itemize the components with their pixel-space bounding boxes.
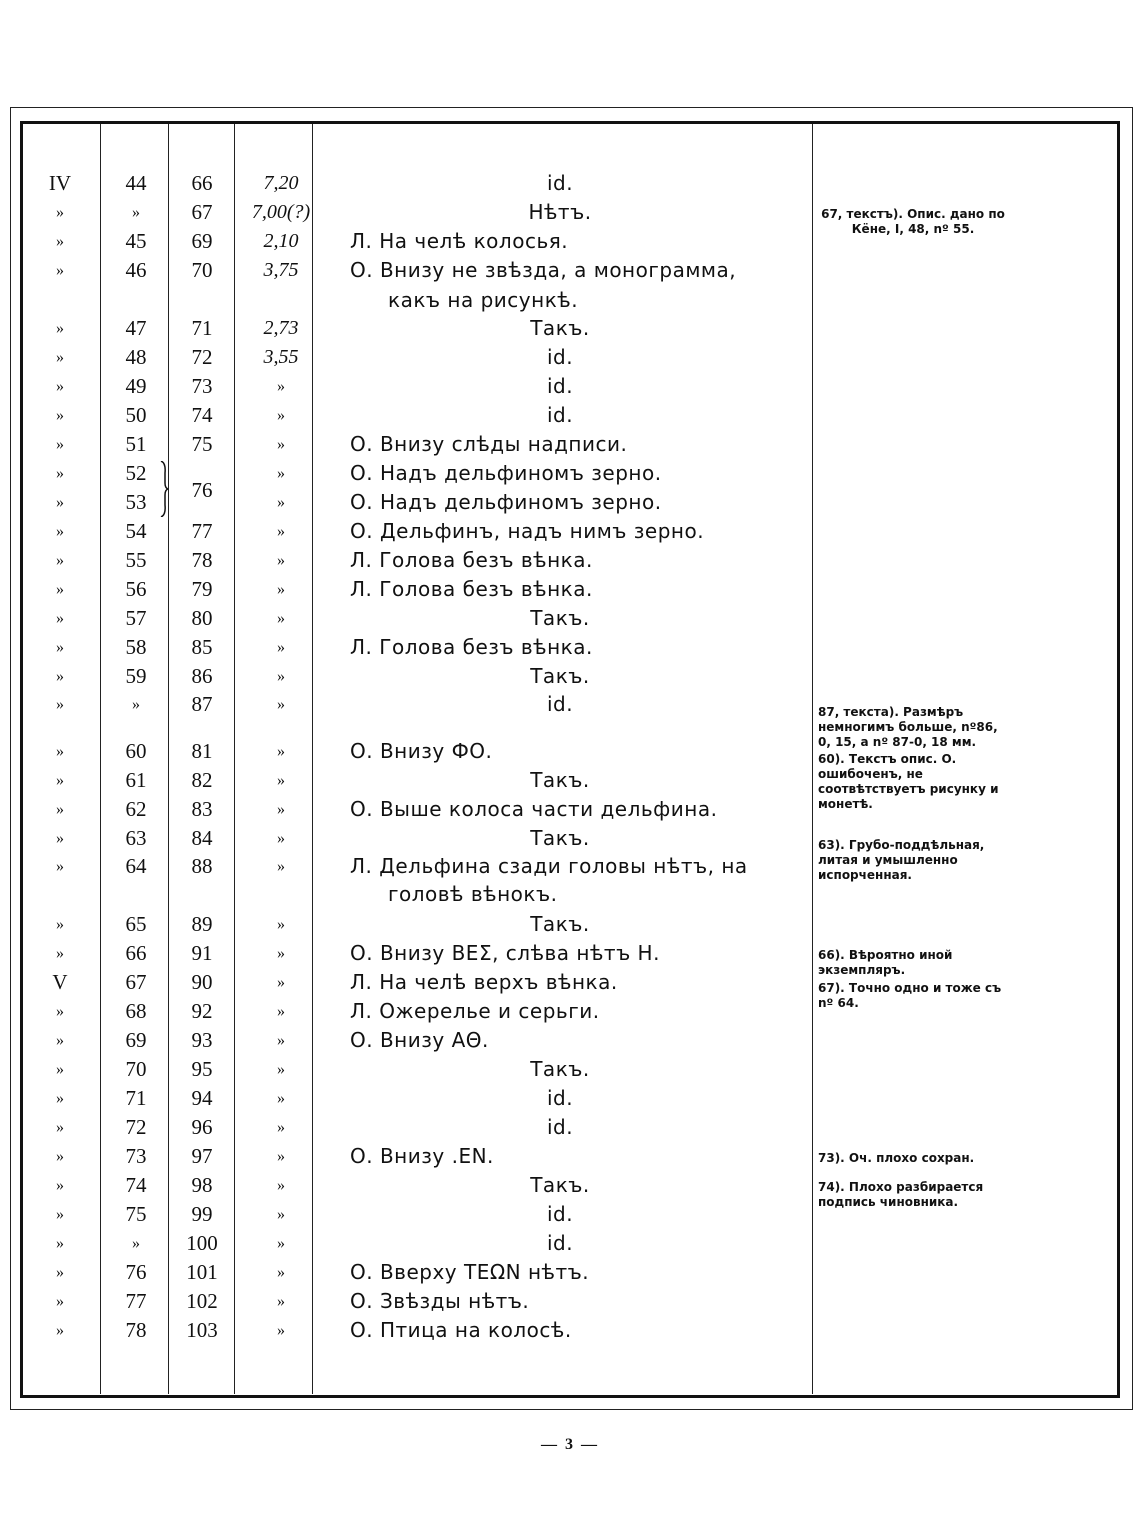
weight-cell: » [277,610,285,627]
region-cell: » [56,407,64,424]
region-cell: » [56,1264,64,1281]
table-row [20,766,820,795]
description-cell: id. [546,403,574,427]
number-cell: 70 [125,1057,147,1081]
weight-cell: » [277,494,285,511]
plate-cell: 66 [191,171,213,195]
table-row [20,459,820,488]
number-cell: 63 [125,826,147,850]
weight-cell: » [277,858,285,875]
plate-cell: 89 [191,912,213,936]
weight-cell: » [277,830,285,847]
region-cell: » [56,204,64,221]
table-row [20,910,820,939]
description-cell: Такъ. [530,1057,590,1081]
weight-cell: » [277,1264,285,1281]
table-row [20,1258,820,1287]
plate-cell: 80 [191,606,213,630]
plate-cell: 88 [191,854,213,878]
plate-cell: 103 [186,1318,218,1342]
table-row [20,1229,820,1258]
region-cell: » [56,436,64,453]
weight-cell: » [277,1032,285,1049]
table-row [20,169,820,198]
region-cell: » [56,1293,64,1310]
description-cell: Такъ. [530,1173,590,1197]
region-cell: » [56,1148,64,1165]
plate-cell: 69 [191,229,213,253]
number-cell: 71 [125,1086,147,1110]
plate-cell: 75 [191,432,213,456]
region-cell: » [56,378,64,395]
number-cell: 50 [125,403,147,427]
region-cell: » [56,1177,64,1194]
weight-cell: 3,75 [263,259,299,281]
footnote: 66). Вѣроятно иной экземпляръ. [818,948,953,977]
number-cell: 77 [125,1289,147,1313]
number-cell: 57 [125,606,147,630]
number-cell: 74 [125,1173,147,1197]
table-row [20,737,820,766]
table-row [20,604,820,633]
table-row [20,1113,820,1142]
brace-mark [160,461,168,517]
region-cell: » [56,945,64,962]
weight-cell: » [277,945,285,962]
description-cell: id. [546,692,574,716]
description-cell: Л. Голова безъ вѣнка. [350,635,593,659]
table-row [20,198,820,227]
region-cell: » [56,552,64,569]
plate-cell: 101 [186,1260,218,1284]
plate-cell: 72 [191,345,213,369]
plate-cell: 98 [191,1173,213,1197]
description-cell: Такъ. [530,768,590,792]
table-row [20,1026,820,1055]
plate-cell: 96 [191,1115,213,1139]
table-row [20,662,820,691]
number-cell: 62 [125,797,147,821]
weight-cell: » [277,1177,285,1194]
number-cell: 61 [125,768,147,792]
description-cell: О. Звѣзды нѣтъ. [350,1289,530,1313]
table-row [20,997,820,1026]
weight-cell: » [277,552,285,569]
weight-cell: » [277,1003,285,1020]
plate-cell: 86 [191,664,213,688]
plate-cell: 94 [191,1086,213,1110]
plate-cell: 79 [191,577,213,601]
weight-cell: 3,55 [263,346,299,368]
table-row [20,852,820,881]
weight-cell: » [277,743,285,760]
table-row [20,227,820,256]
description-cell: Такъ. [530,664,590,688]
description-cell: Л. На челѣ верхъ вѣнка. [350,970,618,994]
number-cell: » [132,1235,140,1252]
description-cell: О. Внизу .ΕΝ. [350,1144,494,1168]
table-row [20,1287,820,1316]
description-cell: Нѣтъ. [528,200,592,224]
weight-cell: » [277,772,285,789]
table-row [20,690,820,719]
table-row [20,430,820,459]
plate-cell: 84 [191,826,213,850]
weight-cell: » [277,974,285,991]
description-continuation: какъ на рисункѣ. [388,288,579,312]
weight-cell: » [277,1090,285,1107]
weight-cell: » [277,1119,285,1136]
footnote: 67). Точно одно и тоже съ nº 64. [818,981,1002,1010]
weight-cell: » [277,581,285,598]
plate-cell: 70 [191,258,213,282]
description-cell: id. [546,1231,574,1255]
plate-cell: 77 [191,519,213,543]
table-row [20,546,820,575]
weight-cell: » [277,523,285,540]
region-cell: » [56,233,64,250]
weight-cell: » [277,696,285,713]
description-cell: Л. Дельфина сзади головы нѣтъ, на [350,854,748,878]
number-cell: 51 [125,432,147,456]
number-cell: 73 [125,1144,147,1168]
description-cell: О. Вверху ΤΕΩΝ нѣтъ. [350,1260,590,1284]
number-cell: 58 [125,635,147,659]
region-cell: » [56,1090,64,1107]
weight-cell: » [277,465,285,482]
plate-cell: 91 [191,941,213,965]
plate-cell: 102 [186,1289,218,1313]
footnote: 63). Грубо-поддѣльная, литая и умышленно испорченная. [818,838,985,882]
table-row [20,488,820,517]
description-cell: Такъ. [530,606,590,630]
number-cell: 72 [125,1115,147,1139]
table-row [20,1200,820,1229]
description-cell: Л. Голова безъ вѣнка. [350,577,593,601]
description-cell: id. [546,1086,574,1110]
number-cell: 46 [125,258,147,282]
plate-cell: 71 [191,316,213,340]
number-cell: 78 [125,1318,147,1342]
plate-cell: 90 [191,970,213,994]
description-cell: О. Внизу слѣды надписи. [350,432,628,456]
table-row [20,939,820,968]
table-row [20,256,820,285]
weight-cell: » [277,1322,285,1339]
plate-cell: 83 [191,797,213,821]
weight-cell: 2,73 [263,317,299,339]
region-cell: » [56,1206,64,1223]
number-cell: 55 [125,548,147,572]
description-cell: О. Надъ дельфиномъ зерно. [350,461,662,485]
weight-cell: » [277,1293,285,1310]
table-row [20,1084,820,1113]
number-cell: 56 [125,577,147,601]
weight-cell: 7,00(?) [251,201,311,223]
weight-cell: » [277,1148,285,1165]
number-cell: 67 [125,970,147,994]
table-row [20,575,820,604]
number-cell: » [132,696,140,713]
region-cell: » [56,349,64,366]
footnote: 74). Плохо разбирается подпись чиновника. [818,1180,984,1209]
description-cell: id. [546,171,574,195]
description-cell: Такъ. [530,826,590,850]
region-cell: » [56,320,64,337]
description-cell: О. Птица на колосѣ. [350,1318,572,1342]
footnote: 87, текста). Размѣръ немногимъ больше, nº86, 0, 15, а nº 87-0, 18 мм. [818,705,998,749]
table-row [20,1142,820,1171]
number-cell: 54 [125,519,147,543]
region-cell: » [56,830,64,847]
number-cell: 47 [125,316,147,340]
weight-cell: » [277,436,285,453]
region-cell: » [56,858,64,875]
description-cell: Л. На челѣ колосья. [350,229,569,253]
region-cell: » [56,1061,64,1078]
region-cell: » [56,1322,64,1339]
plate-cell: 81 [191,739,213,763]
region-cell: » [56,772,64,789]
plate-cell: 82 [191,768,213,792]
number-cell: » [132,204,140,221]
region-cell: » [56,1032,64,1049]
plate-cell: 87 [191,692,213,716]
table-row [20,1171,820,1200]
description-cell: О. Внизу ФО. [350,739,493,763]
number-cell: 66 [125,941,147,965]
number-cell: 53 [125,490,147,514]
table-row [20,343,820,372]
number-cell: 48 [125,345,147,369]
plate-cell: 95 [191,1057,213,1081]
table-row [20,517,820,546]
footnote: 60). Текстъ опис. О. ошибоченъ, не соотвѣтствуетъ рисунку и монетѣ. [818,752,999,811]
weight-cell: » [277,801,285,818]
region-cell: » [56,523,64,540]
region-cell: » [56,1003,64,1020]
description-cell: Л. Голова безъ вѣнка. [350,548,593,572]
number-cell: 64 [125,854,147,878]
description-cell: Такъ. [530,912,590,936]
description-cell: id. [546,1115,574,1139]
region-cell: » [56,801,64,818]
description-continuation: головѣ вѣнокъ. [388,882,558,906]
plate-cell: 78 [191,548,213,572]
description-cell: О. Внизу ΒΕΣ, слѣва нѣтъ Η. [350,941,660,965]
description-cell: id. [546,374,574,398]
weight-cell: » [277,1061,285,1078]
number-cell: 44 [125,171,147,195]
plate-cell: 99 [191,1202,213,1226]
region-cell: » [56,1119,64,1136]
region-cell: » [56,1235,64,1252]
description-cell: О. Дельфинъ, надъ нимъ зерно. [350,519,705,543]
description-cell: О. Внизу ΑΘ. [350,1028,489,1052]
table-row [20,824,820,853]
table-row [20,314,820,343]
plate-cell: 93 [191,1028,213,1052]
weight-cell: » [277,639,285,656]
description-cell: О. Надъ дельфиномъ зерно. [350,490,662,514]
description-cell: Такъ. [530,316,590,340]
number-cell: 75 [125,1202,147,1226]
weight-cell: » [277,1206,285,1223]
description-cell: id. [546,345,574,369]
weight-cell: 2,10 [263,230,299,252]
plate-cell: 74 [191,403,213,427]
region-cell: » [56,494,64,511]
number-cell: 68 [125,999,147,1023]
region-cell: » [56,916,64,933]
table-row [20,1316,820,1345]
table-row [20,968,820,997]
region-cell: » [56,639,64,656]
plate-cell: 73 [191,374,213,398]
weight-cell: » [277,916,285,933]
plate-cell: 85 [191,635,213,659]
footnote: 73). Оч. плохо сохран. [818,1151,975,1165]
plate-cell: 67 [191,200,213,224]
description-cell: О. Внизу не звѣзда, а монограмма, [350,258,737,282]
number-cell: 69 [125,1028,147,1052]
merged-plate-number: 76 [191,478,213,502]
region-cell: » [56,668,64,685]
region-cell: V [52,970,68,994]
region-cell: » [56,262,64,279]
number-cell: 45 [125,229,147,253]
weight-cell: 7,20 [263,172,299,194]
plate-cell: 100 [186,1231,218,1255]
number-cell: 52 [125,461,147,485]
number-cell: 59 [125,664,147,688]
region-cell: » [56,696,64,713]
table-row [20,633,820,662]
table-row [20,372,820,401]
region-cell: IV [48,171,72,195]
footnote: 67, текстъ). Опис. дано по Кёне, I, 48, nº 55. [821,207,1005,236]
description-cell: id. [546,1202,574,1226]
weight-cell: » [277,1235,285,1252]
weight-cell: » [277,378,285,395]
description-cell: Л. Ожерелье и серьги. [350,999,600,1023]
number-cell: 60 [125,739,147,763]
region-cell: » [56,581,64,598]
region-cell: » [56,610,64,627]
weight-cell: » [277,668,285,685]
number-cell: 49 [125,374,147,398]
table-row [20,795,820,824]
plate-cell: 92 [191,999,213,1023]
table-row [20,1055,820,1084]
plate-cell: 97 [191,1144,213,1168]
region-cell: » [56,743,64,760]
number-cell: 76 [125,1260,147,1284]
number-cell: 65 [125,912,147,936]
region-cell: » [56,465,64,482]
description-cell: О. Выше колоса части дельфина. [350,797,718,821]
page-number: — 3 — [541,1436,599,1453]
weight-cell: » [277,407,285,424]
table-row [20,401,820,430]
